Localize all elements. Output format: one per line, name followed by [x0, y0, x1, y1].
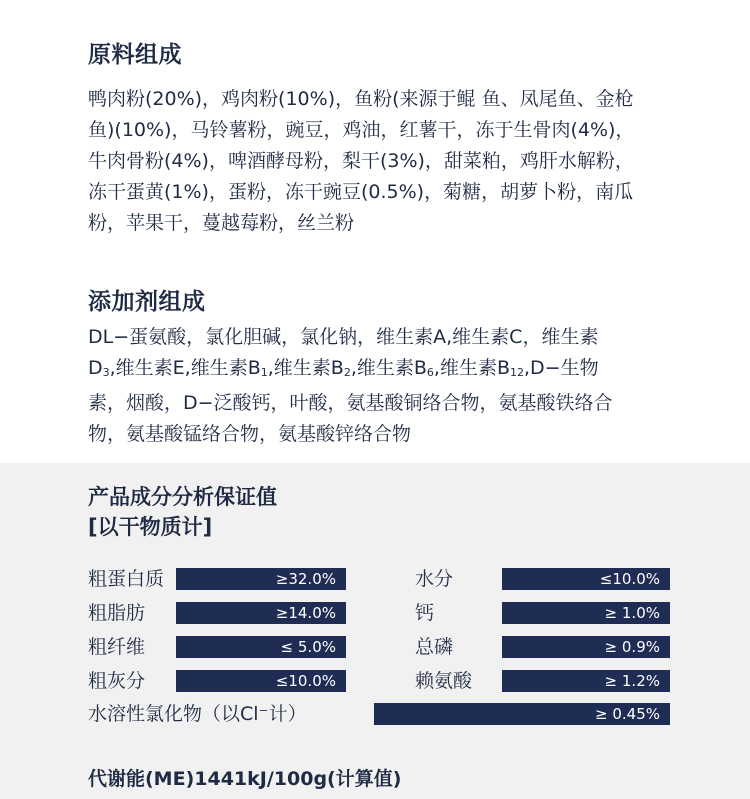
ingredients-line-2: 鱼)(10%)，马铃薯粉，豌豆，鸡油，红薯干，冻于生骨肉(4%)，: [88, 119, 635, 141]
analysis-title: [88, 482, 277, 542]
additives-line-3: 素，烟酸，D−泛酸钙，叶酸，氨基酸铜络合物，氨基酸铁络合: [88, 392, 613, 414]
analysis-title-main: 产品成分分析保证值: [88, 485, 277, 509]
analysis-left-label-3: 粗灰分: [88, 670, 146, 692]
analysis-left-value-3: ≤10.0%: [176, 670, 346, 692]
analysis-left-label-0: 粗蛋白质: [88, 568, 165, 590]
analysis-right-value-1: ≥ 1.0%: [502, 602, 670, 624]
analysis-right-label-2: 总磷: [415, 636, 454, 658]
metabolic-energy: 代谢能(ME)1441kJ/100g(计算值): [88, 768, 402, 790]
additives-line-2-part: ,D−生物: [524, 357, 599, 379]
additives-line-2-part: ,维生素B: [267, 357, 344, 379]
ingredients-line-5: 粉，苹果干，蔓越莓粉，丝兰粉: [88, 212, 355, 234]
additives-line-2-sub: 6: [426, 366, 434, 379]
additives-line-2-sub: 12: [510, 366, 524, 379]
ingredients-text: [88, 84, 708, 239]
additives-line-2: [88, 353, 708, 388]
analysis-title-basis: [以干物质计]: [88, 515, 213, 539]
analysis-left-label-2: 粗纤维: [88, 636, 146, 658]
analysis-left-label-1: 粗脂肪: [88, 602, 146, 624]
analysis-right-value-2: ≥ 0.9%: [502, 636, 670, 658]
analysis-right-label-3: 赖氨酸: [415, 670, 473, 692]
additives-line-4: 物，氨基酸锰络合物，氨基酸锌络合物: [88, 423, 412, 445]
additives-line-2-sub: 3: [102, 366, 110, 379]
ingredients-line-1: 鸭肉粉(20%)，鸡肉粉(10%)，鱼粉(来源于鲲 鱼、凤尾鱼、金枪: [88, 88, 634, 110]
additives-line-2-part: ,维生素E,维生素B: [109, 357, 261, 379]
analysis-left-value-0: ≥32.0%: [176, 568, 346, 590]
additives-title: 添加剂组成: [88, 289, 206, 315]
analysis-right-value-0: ≤10.0%: [502, 568, 670, 590]
analysis-left-value-2: ≤ 5.0%: [176, 636, 346, 658]
additives-line-1: DL−蛋氨酸，氯化胆碱，氯化钠，维生素A,维生素C，维生素: [88, 326, 599, 348]
analysis-chloride-value: ≥ 0.45%: [374, 703, 670, 725]
additives-line-2-sub: 2: [343, 366, 351, 379]
additives-line-2-part: ,维生素B: [350, 357, 427, 379]
analysis-right-label-1: 钙: [415, 602, 435, 624]
additives-line-2-part: D: [88, 357, 103, 379]
additives-line-2-part: ,维生素B: [433, 357, 510, 379]
ingredients-line-4: 冻干蛋黄(1%)，蛋粉，冻干豌豆(0.5%)，菊糖，胡萝卜粉，南瓜: [88, 181, 634, 203]
ingredients-title: 原料组成: [88, 42, 182, 68]
analysis-right-label-0: 水分: [415, 568, 454, 590]
additives-text: [88, 322, 708, 450]
analysis-left-value-1: ≥14.0%: [176, 602, 346, 624]
analysis-right-value-3: ≥ 1.2%: [502, 670, 670, 692]
ingredients-line-3: 牛肉骨粉(4%)，啤酒酵母粉，梨干(3%)，甜菜粕，鸡肝水解粉，: [88, 150, 634, 172]
additives-line-2-sub: 1: [260, 366, 268, 379]
analysis-chloride-label: 水溶性氯化物（以Cl⁻计）: [88, 703, 307, 725]
